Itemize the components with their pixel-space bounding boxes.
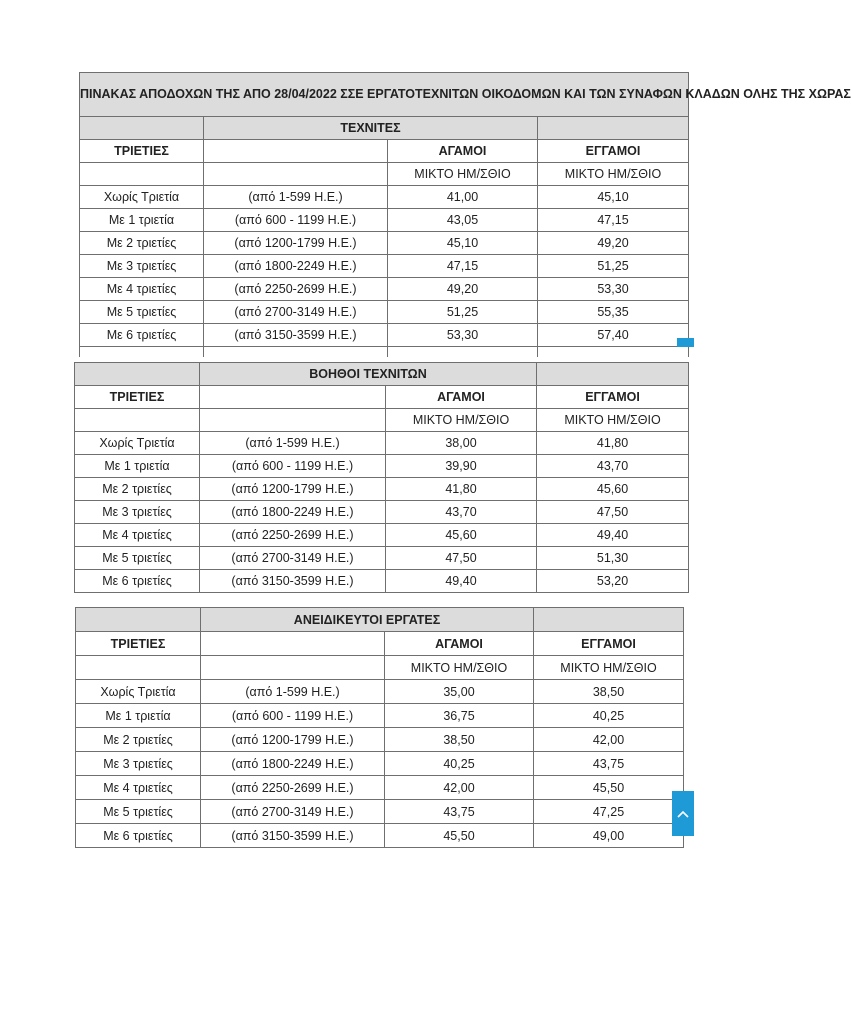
table-body <box>76 680 684 848</box>
category-title: ΒΟΗΘΟΙ ΤΕΧΝΙΤΩΝ <box>200 363 537 386</box>
header-trieties: ΤΡΙΕΤΙΕΣ <box>75 386 200 409</box>
cell-range: (από 1800-2249 Η.Ε.) <box>200 501 386 524</box>
table-end-row <box>80 347 689 357</box>
subheader-mikto-agamoi: ΜΙΚΤΟ ΗΜ/ΣΘΙΟ <box>386 409 537 432</box>
category-row <box>80 117 689 140</box>
cell-eggamoi: 43,70 <box>537 455 689 478</box>
cell-level: Με 4 τριετίες <box>80 278 204 301</box>
cell-range: (από 2700-3149 Η.Ε.) <box>200 547 386 570</box>
cell-agamoi: 38,00 <box>386 432 537 455</box>
subheader-mikto-agamoi: ΜΙΚΤΟ ΗΜ/ΣΘΙΟ <box>385 656 534 680</box>
cell-eggamoi: 51,25 <box>538 255 689 278</box>
cell-agamoi: 47,50 <box>386 547 537 570</box>
wage-table-unskilled <box>75 607 684 848</box>
cell-agamoi: 41,00 <box>388 186 538 209</box>
cell-range: (από 1200-1799 Η.Ε.) <box>204 232 388 255</box>
table-body <box>80 186 689 347</box>
cell-eggamoi: 47,50 <box>537 501 689 524</box>
cell-agamoi: 45,60 <box>386 524 537 547</box>
cell-level: Με 1 τριετία <box>80 209 204 232</box>
blue-marker <box>677 338 694 347</box>
cell-agamoi: 53,30 <box>388 324 538 347</box>
cell-level: Με 6 τριετίες <box>75 570 200 593</box>
cell-eggamoi: 38,50 <box>534 680 684 704</box>
document-title: ΠΙΝΑΚΑΣ ΑΠΟΔΟΧΩΝ ΤΗΣ ΑΠΟ 28/04/2022 ΣΣΕ ΕΡΓΑΤΟΤΕΧΝΙΤΩΝ ΟΙΚΟΔΟΜΩΝ ΚΑΙ ΤΩΝ ΣΥΝΑΦΩΝ ΚΛΑΔΩΝ ΟΛΗΣ ΤΗΣ ΧΩΡΑΣ <box>80 73 689 117</box>
cell-range: (από 3150-3599 Η.Ε.) <box>204 324 388 347</box>
header-eggamoi: ΕΓΓΑΜΟΙ <box>537 386 689 409</box>
cell-agamoi: 40,25 <box>385 752 534 776</box>
table-row <box>76 800 684 824</box>
table-row <box>76 680 684 704</box>
table-row <box>76 752 684 776</box>
header-eggamoi: ΕΓΓΑΜΟΙ <box>538 140 689 163</box>
table-row <box>75 455 689 478</box>
header-agamoi: ΑΓΑΜΟΙ <box>385 632 534 656</box>
table-row <box>80 209 689 232</box>
table-row <box>80 186 689 209</box>
subheader-row <box>75 409 689 432</box>
subheader-mikto-eggamoi: ΜΙΚΤΟ ΗΜ/ΣΘΙΟ <box>534 656 684 680</box>
table-row <box>75 570 689 593</box>
table-row <box>76 728 684 752</box>
wage-table-assistants <box>74 362 689 593</box>
table-row <box>80 324 689 347</box>
cell-range: (από 1200-1799 Η.Ε.) <box>201 728 385 752</box>
cell-agamoi: 43,05 <box>388 209 538 232</box>
cell-level: Με 1 τριετία <box>75 455 200 478</box>
subheader-row <box>80 163 689 186</box>
cell-agamoi: 43,75 <box>385 800 534 824</box>
header-eggamoi: ΕΓΓΑΜΟΙ <box>534 632 684 656</box>
cell-agamoi: 39,90 <box>386 455 537 478</box>
cell-level: Με 3 τριετίες <box>75 501 200 524</box>
wage-table-technicians <box>79 72 851 357</box>
header-trieties: ΤΡΙΕΤΙΕΣ <box>80 140 204 163</box>
cell-level: Με 5 τριετίες <box>80 301 204 324</box>
cell-level: Με 2 τριετίες <box>75 478 200 501</box>
cell-eggamoi: 45,60 <box>537 478 689 501</box>
header-agamoi: ΑΓΑΜΟΙ <box>388 140 538 163</box>
cell-level: Με 4 τριετίες <box>76 776 201 800</box>
header-row <box>80 140 689 163</box>
subheader-mikto-eggamoi: ΜΙΚΤΟ ΗΜ/ΣΘΙΟ <box>538 163 689 186</box>
cell-agamoi: 43,70 <box>386 501 537 524</box>
cell-level: Με 6 τριετίες <box>76 824 201 848</box>
category-row <box>75 363 689 386</box>
header-row <box>76 632 684 656</box>
cell-range: (από 600 - 1199 Η.Ε.) <box>204 209 388 232</box>
cell-eggamoi: 49,20 <box>538 232 689 255</box>
cell-level: Με 6 τριετίες <box>80 324 204 347</box>
cell-range: (από 2700-3149 Η.Ε.) <box>204 301 388 324</box>
cell-range: (από 2700-3149 Η.Ε.) <box>201 800 385 824</box>
cell-eggamoi: 55,35 <box>538 301 689 324</box>
table-row <box>76 704 684 728</box>
cell-eggamoi: 47,25 <box>534 800 684 824</box>
cell-range: (από 1200-1799 Η.Ε.) <box>200 478 386 501</box>
category-title: ΤΕΧΝΙΤΕΣ <box>204 117 538 140</box>
cell-eggamoi: 47,15 <box>538 209 689 232</box>
header-row <box>75 386 689 409</box>
cell-agamoi: 36,75 <box>385 704 534 728</box>
cell-level: Με 5 τριετίες <box>75 547 200 570</box>
category-row <box>76 608 684 632</box>
cell-agamoi: 45,10 <box>388 232 538 255</box>
scroll-to-top-button[interactable] <box>672 791 694 836</box>
cell-range: (από 3150-3599 Η.Ε.) <box>200 570 386 593</box>
cell-agamoi: 49,40 <box>386 570 537 593</box>
cell-eggamoi: 53,20 <box>537 570 689 593</box>
cell-level: Με 3 τριετίες <box>76 752 201 776</box>
table-row <box>75 524 689 547</box>
category-title: ΑΝΕΙΔΙΚΕΥΤΟΙ ΕΡΓΑΤΕΣ <box>201 608 534 632</box>
cell-agamoi: 42,00 <box>385 776 534 800</box>
cell-range: (από 2250-2699 Η.Ε.) <box>204 278 388 301</box>
table-row <box>75 478 689 501</box>
subheader-mikto-eggamoi: ΜΙΚΤΟ ΗΜ/ΣΘΙΟ <box>537 409 689 432</box>
table-row <box>75 501 689 524</box>
cell-level: Με 2 τριετίες <box>80 232 204 255</box>
cell-agamoi: 38,50 <box>385 728 534 752</box>
cell-level: Με 4 τριετίες <box>75 524 200 547</box>
cell-eggamoi: 49,40 <box>537 524 689 547</box>
cell-range: (από 1800-2249 Η.Ε.) <box>201 752 385 776</box>
header-trieties: ΤΡΙΕΤΙΕΣ <box>76 632 201 656</box>
table-body <box>75 432 689 593</box>
cell-level: Χωρίς Τριετία <box>76 680 201 704</box>
cell-agamoi: 49,20 <box>388 278 538 301</box>
table-row <box>75 432 689 455</box>
cell-agamoi: 41,80 <box>386 478 537 501</box>
cell-agamoi: 45,50 <box>385 824 534 848</box>
cell-level: Με 1 τριετία <box>76 704 201 728</box>
table-row <box>80 278 689 301</box>
cell-agamoi: 47,15 <box>388 255 538 278</box>
cell-level: Με 3 τριετίες <box>80 255 204 278</box>
cell-eggamoi: 49,00 <box>534 824 684 848</box>
cell-eggamoi: 43,75 <box>534 752 684 776</box>
cell-range: (από 1800-2249 Η.Ε.) <box>204 255 388 278</box>
cell-eggamoi: 40,25 <box>534 704 684 728</box>
subheader-row <box>76 656 684 680</box>
cell-eggamoi: 57,40 <box>538 324 689 347</box>
cell-eggamoi: 45,10 <box>538 186 689 209</box>
cell-range: (από 3150-3599 Η.Ε.) <box>201 824 385 848</box>
cell-level: Με 2 τριετίες <box>76 728 201 752</box>
cell-range: (από 2250-2699 Η.Ε.) <box>200 524 386 547</box>
table-row <box>76 824 684 848</box>
table-row <box>80 255 689 278</box>
header-agamoi: ΑΓΑΜΟΙ <box>386 386 537 409</box>
cell-level: Με 5 τριετίες <box>76 800 201 824</box>
cell-range: (από 1-599 Η.Ε.) <box>200 432 386 455</box>
chevron-up-icon <box>677 810 689 818</box>
cell-range: (από 600 - 1199 Η.Ε.) <box>201 704 385 728</box>
cell-range: (από 2250-2699 Η.Ε.) <box>201 776 385 800</box>
document-title-row <box>80 73 689 117</box>
cell-agamoi: 35,00 <box>385 680 534 704</box>
table-row <box>80 232 689 255</box>
cell-range: (από 600 - 1199 Η.Ε.) <box>200 455 386 478</box>
cell-level: Χωρίς Τριετία <box>75 432 200 455</box>
cell-eggamoi: 51,30 <box>537 547 689 570</box>
cell-eggamoi: 45,50 <box>534 776 684 800</box>
subheader-mikto-agamoi: ΜΙΚΤΟ ΗΜ/ΣΘΙΟ <box>388 163 538 186</box>
cell-agamoi: 51,25 <box>388 301 538 324</box>
table-row <box>76 776 684 800</box>
cell-eggamoi: 42,00 <box>534 728 684 752</box>
cell-eggamoi: 53,30 <box>538 278 689 301</box>
cell-level: Χωρίς Τριετία <box>80 186 204 209</box>
table-row <box>75 547 689 570</box>
cell-range: (από 1-599 Η.Ε.) <box>204 186 388 209</box>
cell-eggamoi: 41,80 <box>537 432 689 455</box>
table-row <box>80 301 689 324</box>
cell-range: (από 1-599 Η.Ε.) <box>201 680 385 704</box>
